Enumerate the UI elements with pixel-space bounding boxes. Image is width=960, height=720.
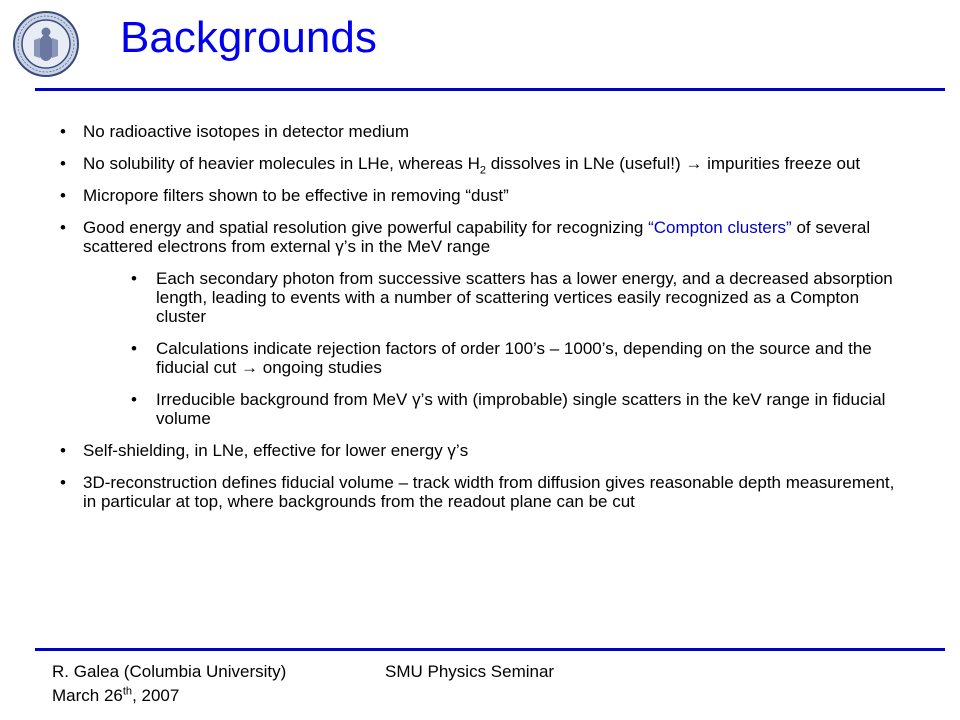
bullet-item — [60, 218, 910, 256]
footer-date: March 26th, 2007 — [52, 685, 180, 705]
bullet-marker: • — [60, 154, 66, 173]
bullet-text: No solubility of heavier molecules in LHe, whereas $H_2$ dissolves in LNe (useful!) → impurities freeze out — [83, 154, 861, 177]
bullet-marker: • — [60, 186, 66, 205]
bullet-item — [60, 441, 910, 460]
compton-clusters-highlight: “Compton clusters” — [648, 218, 792, 237]
bullet-marker: • — [60, 473, 66, 492]
bullet-marker: • — [60, 441, 66, 460]
bullet-text: Self-shielding, in LNe, effective for lower energy γ’s — [83, 441, 469, 460]
subscript: 2 — [479, 164, 486, 177]
bullet-text: Micropore filters shown to be effective in removing “dust” — [83, 186, 509, 205]
footer-event: SMU Physics Seminar — [385, 662, 555, 681]
sub-bullet-text: Calculations indicate rejection factors of order 100’s – 1000’s, depending on the source and the fiducial cut → ongoing studies — [156, 339, 872, 377]
footer-divider — [35, 648, 945, 651]
sub-bullet-item — [60, 390, 910, 428]
bullet-text: Good energy and spatial resolution give powerful capability for recognizing “Compton clusters” of several scattered electrons from external γ’s in the MeV range — [83, 218, 871, 256]
bullet-marker: • — [60, 122, 66, 141]
columbia-seal-logo — [12, 10, 80, 78]
bullet-marker: • — [131, 390, 137, 409]
bullet-marker: • — [60, 218, 66, 237]
bullet-item — [60, 122, 910, 141]
footer-author-date — [52, 660, 286, 708]
bullet-item — [60, 186, 910, 205]
slide-title: Backgrounds — [120, 13, 377, 62]
sub-bullet-text: Irreducible background from MeV γ’s with (improbable) single scatters in the keV range in fiducial volume — [156, 390, 886, 428]
sub-bullet-text: Each secondary photon from successive scatters has a lower energy, and a decreased absorption length, leading to events with a number of scattering vertices easily recognized as a Compton cluster — [156, 269, 893, 326]
bullet-marker: • — [131, 269, 137, 288]
bullet-text: No radioactive isotopes in detector medium — [83, 122, 409, 141]
footer-author: R. Galea (Columbia University) — [52, 662, 287, 681]
sub-bullet-item — [60, 269, 910, 326]
bullet-marker: • — [131, 339, 137, 358]
sub-bullet-item — [60, 339, 910, 377]
bullet-text: 3D-reconstruction defines fiducial volume – track width from diffusion gives reasonable depth measurement, in particular at top, where backgrounds from the readout plane can be cut — [83, 473, 895, 511]
bullet-item — [60, 154, 910, 177]
slide-body — [60, 122, 910, 524]
bullet-item — [60, 473, 910, 511]
title-divider — [35, 88, 945, 91]
